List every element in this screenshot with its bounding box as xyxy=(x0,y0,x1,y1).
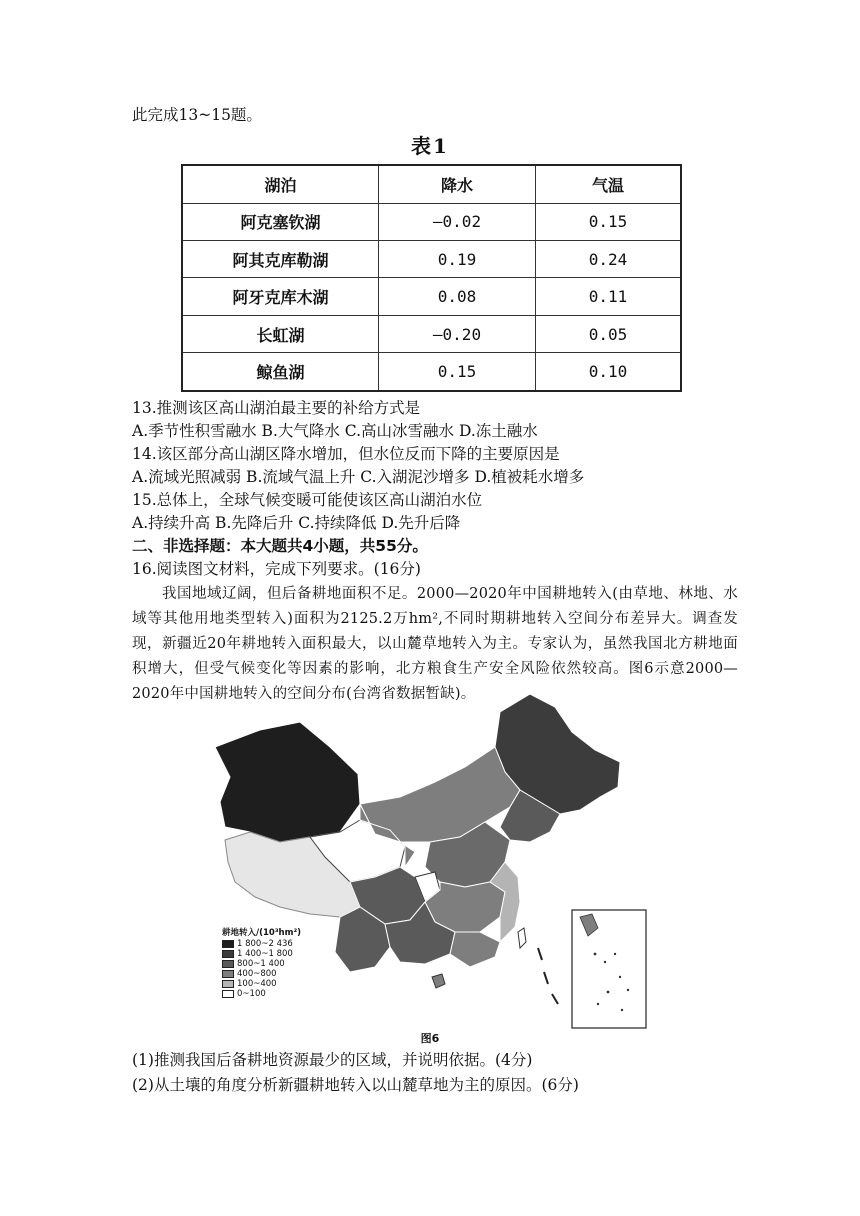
legend-swatch xyxy=(222,990,234,998)
legend-swatch xyxy=(222,960,234,968)
table-row xyxy=(182,315,681,352)
section-title: 二、非选择题：本大题共4小题，共55分。 xyxy=(132,537,428,555)
lake-name: 长虹湖 xyxy=(182,315,379,352)
legend-item xyxy=(222,989,301,999)
question-15-options: A.持续升高 B.先降后升 C.持续降低 D.先升后降 xyxy=(132,514,461,532)
precip-value: 0.15 xyxy=(379,353,536,391)
legend-label: 1 800~2 436 xyxy=(237,939,293,949)
legend-item xyxy=(222,969,301,979)
legend-title: 耕地转入/(10³hm²) xyxy=(222,928,302,938)
question-13-options: A.季节性积雪融水 B.大气降水 C.高山冰雪融水 D.冻土融水 xyxy=(132,422,538,440)
lake-name: 阿克塞钦湖 xyxy=(182,203,379,240)
legend-label: 1 400~1 800 xyxy=(237,949,293,959)
table-row xyxy=(182,241,681,278)
legend-label: 400~800 xyxy=(237,969,277,979)
map-legend xyxy=(222,928,301,999)
question-15-stem: 15.总体上，全球气候变暖可能使该区高山湖泊水位 xyxy=(132,491,483,509)
legend-item xyxy=(222,959,301,969)
map-region-xinjiang xyxy=(215,722,360,842)
temp-value: 0.10 xyxy=(536,353,682,391)
temp-value: 0.15 xyxy=(536,203,682,240)
material-text: 我国地域辽阔，但后备耕地面积不足。2000—2020年中国耕地转入(由草地、林地、水域等其他用地类型转入)面积为2125.2万hm²,不同时期耕地转入空间分布差异大。调查发现，新疆近20年耕地转入面积最大，以山麓草地转入为主。专家认为，虽然我国北方耕地面积增大，但受气候变化等因素的影响，北方粮食生产安全风险依然较高。图6示意2000—2020年中国耕地转入的空间分布(台湾省数据暂缺)。 xyxy=(132,586,738,702)
top-line: 此完成13~15题。 xyxy=(132,106,262,124)
legend-swatch xyxy=(222,980,234,988)
sub-question-1: (1)推测我国后备耕地资源最少的区域，并说明依据。(4分) xyxy=(132,1051,533,1069)
south-china-sea-inset xyxy=(572,910,646,1028)
legend-item xyxy=(222,939,301,949)
sub-question-2: (2)从土壤的角度分析新疆耕地转入以山麓草地为主的原因。(6分) xyxy=(132,1076,579,1094)
map-region-hainan xyxy=(432,974,445,988)
header-lake: 湖泊 xyxy=(182,165,379,203)
temp-value: 0.11 xyxy=(536,278,682,315)
table-caption: 表1 xyxy=(411,134,449,158)
table-row xyxy=(182,353,681,391)
legend-label: 100~400 xyxy=(237,979,277,989)
precip-value: 0.19 xyxy=(379,241,536,278)
question-14-options: A.流域光照减弱 B.流域气温上升 C.入湖泥沙增多 D.植被耗水增多 xyxy=(132,468,585,486)
lake-name: 阿其克库勒湖 xyxy=(182,241,379,278)
header-precip: 降水 xyxy=(379,165,536,203)
legend-swatch xyxy=(222,950,234,958)
lake-table xyxy=(181,164,682,392)
lake-name: 阿牙克库木湖 xyxy=(182,278,379,315)
table-row xyxy=(182,278,681,315)
map-region-south-coast xyxy=(450,932,500,967)
table-row xyxy=(182,203,681,240)
question-14-stem: 14.该区部分高山湖区降水增加，但水位反而下降的主要原因是 xyxy=(132,445,560,463)
legend-swatch xyxy=(222,940,234,948)
precip-value: —0.20 xyxy=(379,315,536,352)
question-13-stem: 13.推测该区高山湖泊最主要的补给方式是 xyxy=(132,399,421,417)
legend-item xyxy=(222,949,301,959)
precip-value: 0.08 xyxy=(379,278,536,315)
legend-item xyxy=(222,979,301,989)
lake-name: 鲸鱼湖 xyxy=(182,353,379,391)
material-paragraph xyxy=(132,582,738,707)
legend-label: 0~100 xyxy=(237,989,266,999)
legend-label: 800~1 400 xyxy=(237,959,285,969)
table-header-row xyxy=(182,165,681,203)
header-temp: 气温 xyxy=(536,165,682,203)
temp-value: 0.05 xyxy=(536,315,682,352)
question-16-intro: 16.阅读图文材料，完成下列要求。(16分) xyxy=(132,560,421,578)
figure-caption: 图6 xyxy=(420,1032,440,1045)
legend-swatch xyxy=(222,970,234,978)
temp-value: 0.24 xyxy=(536,241,682,278)
map-region-taiwan xyxy=(518,928,526,948)
precip-value: —0.02 xyxy=(379,203,536,240)
